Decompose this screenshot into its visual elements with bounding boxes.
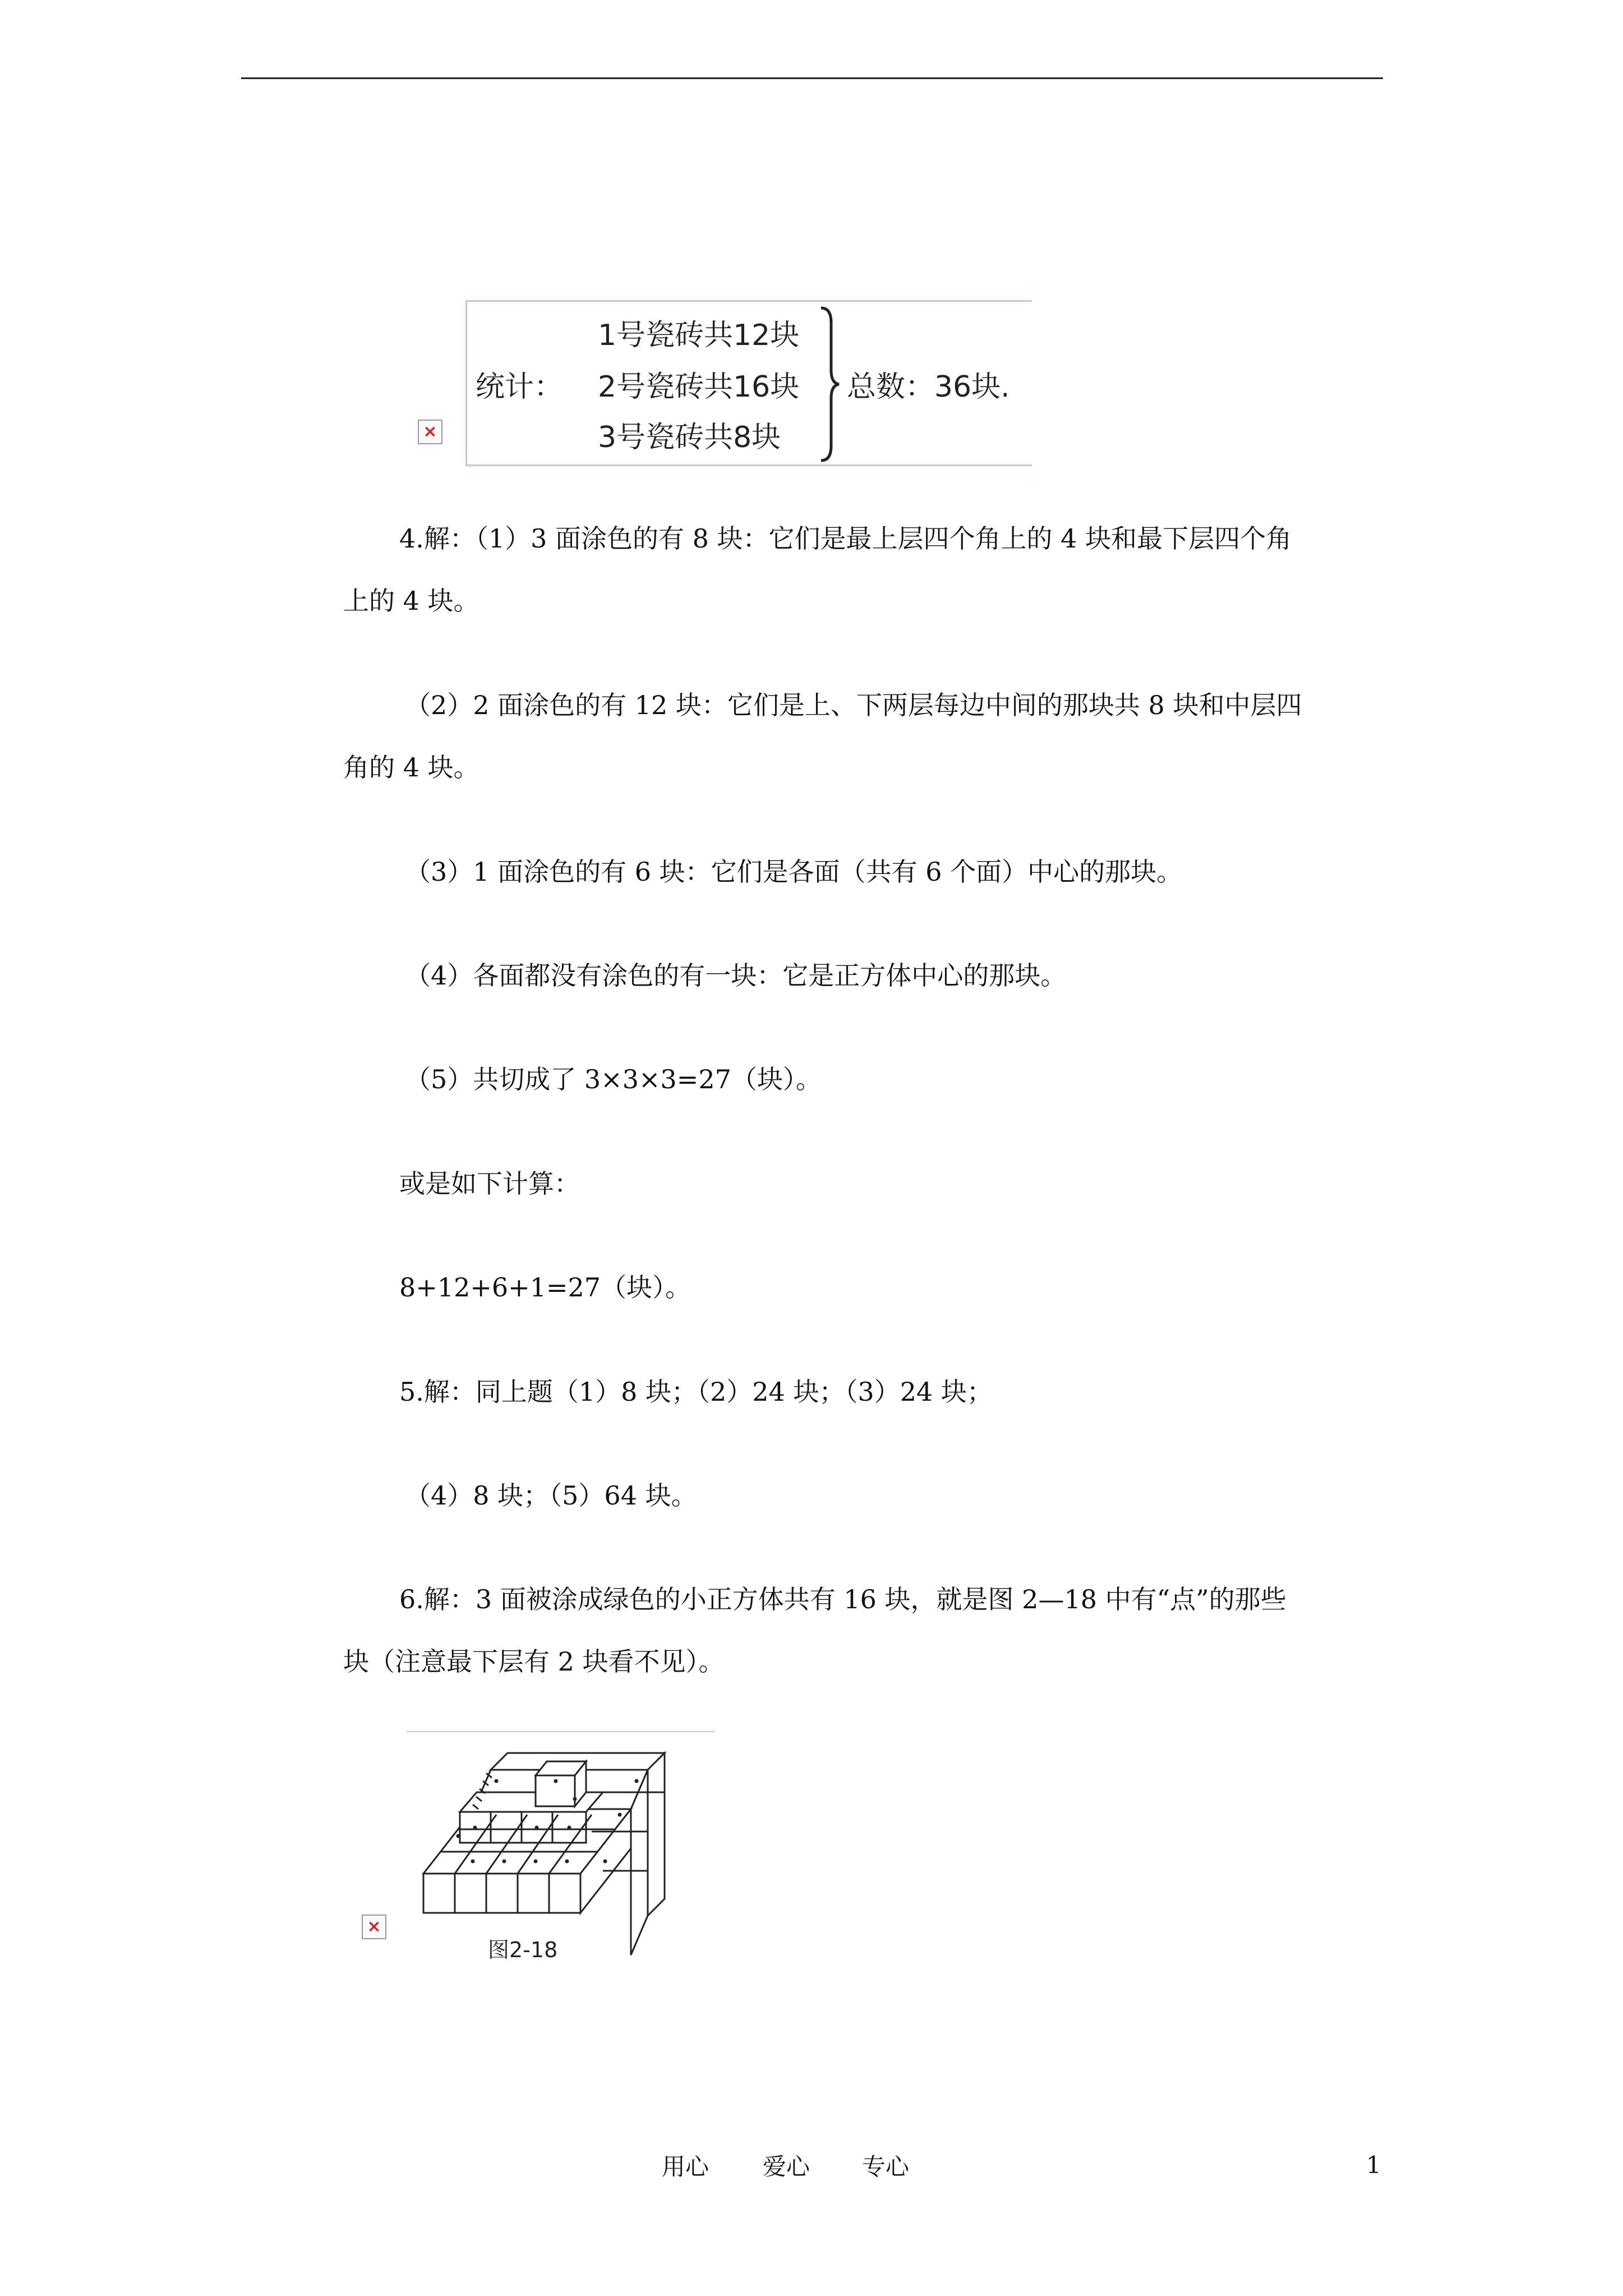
alternative-intro: 或是如下计算：	[399, 1168, 580, 1199]
tally-total: 总数：36块.	[847, 370, 1010, 404]
tally-label: 统计：	[476, 370, 564, 404]
header-rule	[241, 77, 1383, 79]
footer-item-1: 用心	[662, 2153, 709, 2180]
paragraph-4-2-line-2: 角的 4 块。	[343, 752, 479, 783]
paragraph-4-line-1: 4.解：（1）3 面涂色的有 8 块：它们是最上层四个角上的 4 块和最下层四个角	[399, 523, 1292, 554]
right-brace-icon	[819, 306, 841, 463]
paragraph-5-line-1: 5.解：同上题（1）8 块；（2）24 块；（3）24 块；	[399, 1377, 993, 1407]
paragraph-4-3: （3）1 面涂色的有 6 块：它们是各面（共有 6 个面）中心的那块。	[405, 857, 1183, 887]
broken-image-icon: ×	[362, 1915, 386, 1939]
footer-item-3: 专心	[862, 2153, 910, 2180]
cube-staircase-drawing	[407, 1725, 721, 1972]
tally-line-2: 2号瓷砖共16块	[598, 370, 800, 404]
broken-image-icon: ×	[418, 420, 442, 444]
paragraph-4-2-line-1: （2）2 面涂色的有 12 块：它们是上、下两层每边中间的那块共 8 块和中层四	[405, 690, 1302, 720]
alternative-calculation: 8+12+6+1=27（块）。	[399, 1272, 691, 1303]
tally-line-1: 1号瓷砖共12块	[598, 319, 800, 352]
figure-caption: 图2-18	[488, 1938, 558, 1962]
tally-line-3: 3号瓷砖共8块	[598, 421, 781, 454]
paragraph-4-5: （5）共切成了 3×3×3=27（块）。	[405, 1064, 822, 1094]
paragraph-5-line-2: （4）8 块；（5）64 块。	[405, 1480, 697, 1511]
page-number: 1	[1366, 2151, 1381, 2179]
paragraph-4-4: （4）各面都没有涂色的有一块：它是正方体中心的那块。	[405, 960, 1067, 991]
tally-figure	[465, 300, 1032, 466]
cubes-figure	[407, 1725, 721, 1972]
footer-item-2: 爱心	[763, 2153, 810, 2180]
paragraph-6-line-2: 块（注意最下层有 2 块看不见）。	[343, 1646, 725, 1677]
paragraph-4-line-2: 上的 4 块。	[343, 586, 479, 616]
paragraph-6-line-1: 6.解：3 面被涂成绿色的小正方体共有 16 块，就是图 2—18 中有“点”的那些	[399, 1584, 1287, 1614]
